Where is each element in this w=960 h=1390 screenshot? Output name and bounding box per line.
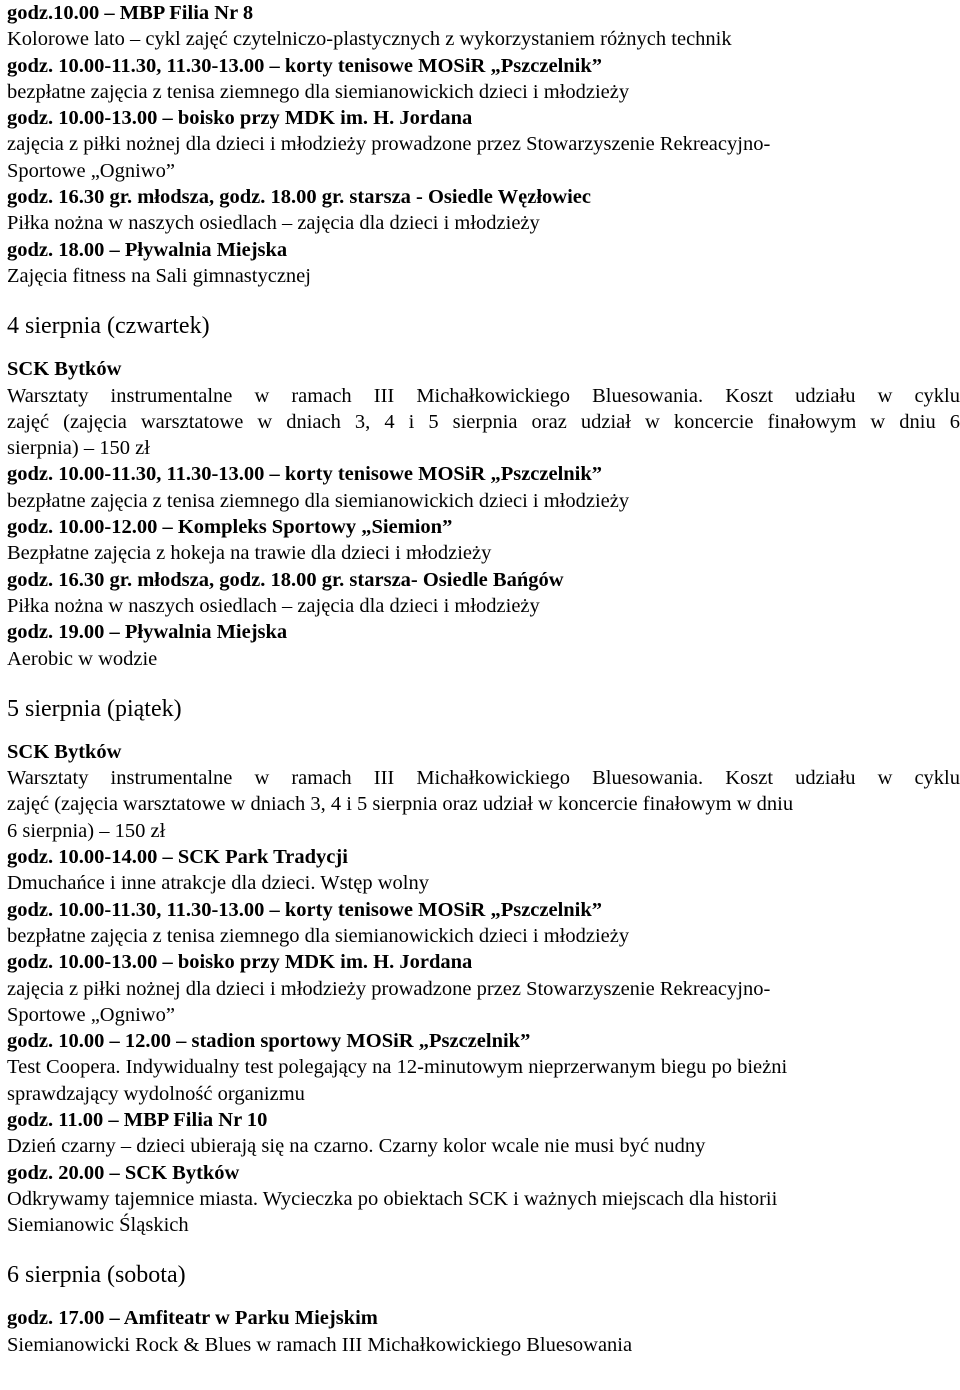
event-entry [7,567,960,620]
event-header: godz. 17.00 – Amfiteatr w Parku Miejskim [7,1307,378,1330]
event-entry [7,949,960,1028]
event-entry [7,514,960,567]
day-heading-aug-4: 4 sierpnia (czwartek) [7,313,210,340]
event-header: godz. 10.00-13.00 – boisko przy MDK im. H. Jordana [7,951,473,974]
event-header: godz. 19.00 – Pływalnia Miejska [7,621,288,644]
event-description: Siemianowic Śląskich [7,1214,189,1237]
event-description: zajęcia z piłki nożnej dla dzieci i młodzieży prowadzone przez Stowarzyszenie Rekreacyjno- [7,133,771,156]
event-description: Zajęcia fitness na Sali gimnastycznej [7,264,311,287]
event-description: Dmuchańce i inne atrakcje dla dzieci. Wstęp wolny [7,872,429,895]
event-description: Bezpłatne zajęcia z hokeja na trawie dla dzieci i młodzieży [7,542,492,565]
event-description: Dzień czarny – dzieci ubierają się na czarno. Czarny kolor wcale nie musi być nudny [7,1135,706,1158]
venue-heading: SCK Bytków [7,358,122,381]
workshop-description: zajęć (zajęcia warsztatowe w dniach 3, 4 i 5 sierpnia oraz udział w koncercie finałowym w dniu 6 [7,410,960,433]
event-entry [7,461,960,514]
day-heading-aug-5: 5 sierpnia (piątek) [7,695,182,722]
event-description: Aerobic w wodzie [7,647,158,670]
event-description: Test Coopera. Indywidualny test polegający na 12-minutowym nieprzerwanym biegu po bieżni [7,1056,788,1079]
venue-heading: SCK Bytków [7,740,122,763]
event-description: Kolorowe lato – cykl zajęć czytelniczo-plastycznych z wykorzystaniem różnych technik [7,28,732,51]
workshop-description: 6 sierpnia) – 150 zł [7,819,166,842]
event-header: godz. 20.00 – SCK Bytków [7,1161,240,1184]
event-entry [7,897,960,950]
event-description: bezpłatne zajęcia z tenisa ziemnego dla siemianowickich dzieci i młodzieży [7,489,630,512]
event-description: Piłka nożna w naszych osiedlach – zajęcia dla dzieci i młodzieży [7,594,540,617]
event-entry [7,105,960,184]
workshop-description: Warsztaty instrumentalne w ramach III Michałkowickiego Bluesowania. Koszt udziału w cyklu [7,384,960,407]
event-entry [7,53,960,106]
event-entry [7,1028,960,1107]
event-description: Odkrywamy tajemnice miasta. Wycieczka po obiektach SCK i ważnych miejscach dla historii [7,1187,778,1210]
event-entry [7,619,960,672]
event-description: bezpłatne zajęcia z tenisa ziemnego dla siemianowickich dzieci i młodzieży [7,80,630,103]
event-header: godz. 10.00-11.30, 11.30-13.00 – korty tenisowe MOSiR „Pszczelnik” [7,463,603,486]
workshop-description: Warsztaty instrumentalne w ramach III Michałkowickiego Bluesowania. Koszt udziału w cyklu [7,767,960,790]
event-header: godz. 10.00-14.00 – SCK Park Tradycji [7,846,348,869]
event-description: Piłka nożna w naszych osiedlach – zajęcia dla dzieci i młodzieży [7,212,540,235]
event-description: sprawdzający wydolność organizmu [7,1082,305,1105]
event-header: godz. 10.00 – 12.00 – stadion sportowy MOSiR „Pszczelnik” [7,1030,531,1053]
event-entry [7,184,960,237]
event-header: godz. 18.00 – Pływalnia Miejska [7,238,288,261]
event-header: godz. 10.00-11.30, 11.30-13.00 – korty tenisowe MOSiR „Pszczelnik” [7,898,603,921]
event-entry [7,1160,960,1239]
schedule-document [7,0,960,1358]
event-description: Sportowe „Ogniwo” [7,1003,175,1026]
workshop-description: zajęć (zajęcia warsztatowe w dniach 3, 4 i 5 sierpnia oraz udział w koncercie finałowym w dniu [7,793,794,816]
event-description: Sportowe „Ogniwo” [7,159,175,182]
event-entry [7,1107,960,1160]
event-header: godz. 16.30 gr. młodsza, godz. 18.00 gr. starsza- Osiedle Bańgów [7,568,564,591]
event-entry [7,237,960,290]
workshop-description: sierpnia) – 150 zł [7,437,150,460]
event-entry [7,1305,960,1358]
event-description: bezpłatne zajęcia z tenisa ziemnego dla siemianowickich dzieci i młodzieży [7,924,630,947]
event-header: godz. 11.00 – MBP Filia Nr 10 [7,1108,268,1131]
event-header: godz. 10.00-12.00 – Kompleks Sportowy „Siemion” [7,516,453,539]
event-header: godz. 16.30 gr. młodsza, godz. 18.00 gr. starsza - Osiedle Węzłowiec [7,186,591,209]
event-header: godz. 10.00-13.00 – boisko przy MDK im. H. Jordana [7,107,473,130]
event-entry [7,0,960,53]
event-header: godz.10.00 – MBP Filia Nr 8 [7,2,254,24]
day-heading-aug-6: 6 sierpnia (sobota) [7,1262,186,1289]
event-description: zajęcia z piłki nożnej dla dzieci i młodzieży prowadzone przez Stowarzyszenie Rekreacyjno- [7,977,771,1000]
event-entry [7,844,960,897]
event-header: godz. 10.00-11.30, 11.30-13.00 – korty tenisowe MOSiR „Pszczelnik” [7,54,603,77]
event-description: Siemianowicki Rock & Blues w ramach III Michałkowickiego Bluesowania [7,1333,633,1356]
